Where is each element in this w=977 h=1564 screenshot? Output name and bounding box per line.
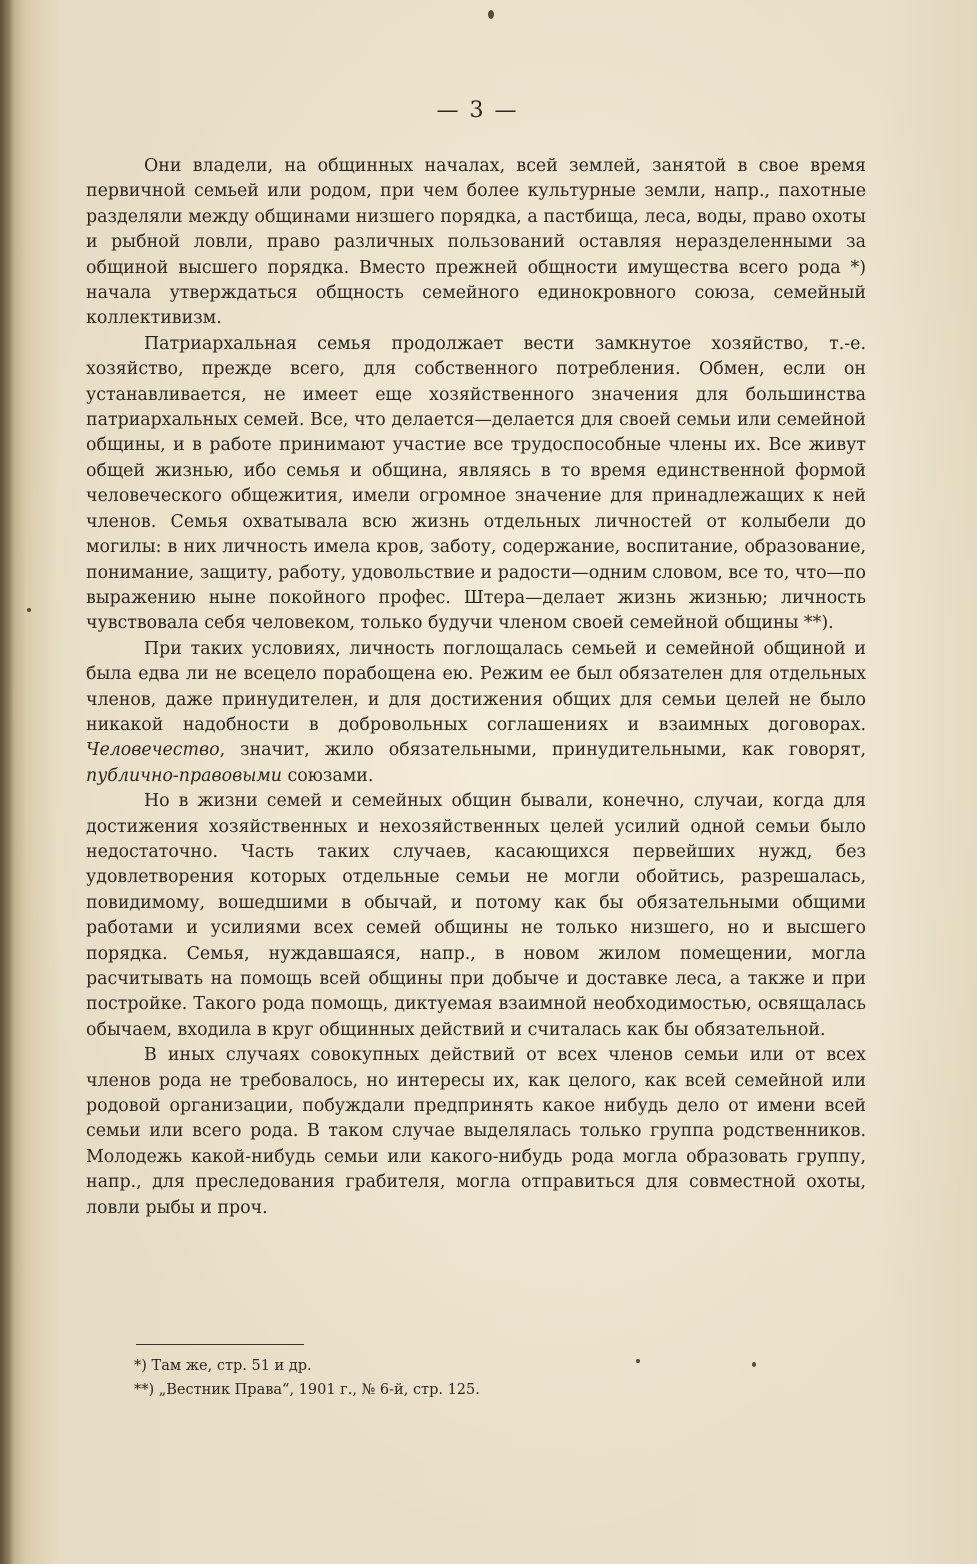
paragraph	[86, 789, 866, 1043]
paragraph	[86, 637, 866, 789]
paragraph	[86, 332, 866, 637]
emphasized-term: публично-правовыми	[86, 765, 282, 786]
footnote-separator	[136, 1344, 304, 1345]
emphasized-term: Человечество	[86, 740, 220, 761]
body-text	[86, 154, 866, 1221]
paper-speck	[27, 608, 31, 612]
paragraph-text: союзами.	[282, 765, 374, 786]
paragraph	[86, 1043, 866, 1221]
paragraph-text: При таких условиях, личность поглощалась семьей и семейной общиной и была едва ли не всецело порабощена ею. Режим ее был обязателен для отдельных членов, даже принудителен, и для достижения общих для семьи целей не было никакой надобности в добровольных соглашениях и взаимных договорах.	[86, 638, 866, 735]
book-spine-shadow	[0, 0, 14, 1564]
paragraph	[86, 154, 866, 332]
paragraph-text: В иных случаях совокупных действий от всех членов семьи или от всех членов рода не требовалось, но интересы их, как целого, как всей семейной или родовой организации, побуждали предпринять какое нибудь дело от имени всей семьи или всего рода. В таком случае выделялась только группа родственников. Молодежь какой-нибудь семьи или какого-нибудь рода могла образовать группу, напр., для преследования грабителя, могла отправиться для совместной охоты, ловли рыбы и проч.	[86, 1045, 866, 1218]
footnotes	[134, 1354, 754, 1402]
paper-speck	[488, 10, 494, 19]
paragraph-text: Патриархальная семья продолжает вести замкнутое хозяйство, т.-е. хозяйство, прежде всего, для собственного потребления. Обмен, если он устанавливается, не имеет еще хозяйственного значения для большинства патриархальных семей. Все, что делается—делается для своей семьи или семейной общины, и в работе принимают участие все трудоспособные члены их. Все живут общей жизнью, ибо семья и община, являясь в то время единственной формой человеческого общежития, имели огромное значение для принадлежащих к ней членов. Семья охватывала всю жизнь отдельных личностей от колыбели до могилы: в них личность имела кров, заботу, содержание, воспитание, образование, понимание, защиту, работу, удовольствие и радости—одним словом, все то, что—по выражению ныне покойного профес. Штера—делает жизнь жизнью; личность чувствовала себя человеком, только будучи членом своей семейной общины **).	[86, 333, 866, 634]
paragraph-text: Они владели, на общинных началах, всей землей, занятой в свое время первичной семьей или родом, при чем более культурные земли, напр., пахотные разделяли между общинами низшего порядка, а пастбища, леса, воды, право охоты и рыбной ловли, право различных пользований оставляя неразделенными за общиной высшего порядка. Вместо прежней общности имущества всего рода *) начала утверждаться общность семейного единокровного союза, семейный коллективизм.	[86, 156, 866, 329]
paper-speck	[636, 1359, 640, 1363]
page-number: — 3 —	[436, 98, 519, 123]
footnote: **) „Вестник Права“, 1901 г., № 6-й, стр. 125.	[134, 1382, 480, 1398]
paper-speck	[752, 1362, 756, 1367]
paragraph-text: Но в жизни семей и семейных общин бывали, конечно, случаи, когда для достижения хозяйственных и нехозяйственных целей усилий одной семьи было недостаточно. Часть таких случаев, касающихся первейших нужд, без удовлетворения которых отдельные семьи не могли обойтись, разрешалась, повидимому, вошедшими в обычай, и потому как бы обязательными общими работами и усилиями всех семей общины не только низшего, но и высшего порядка. Семья, нуждавшаяся, напр., в новом жилом помещении, могла расчитывать на помощь всей общины при добыче и доставке леса, а также и при постройке. Такого рода помощь, диктуемая взаимной необходимостью, освящалась обычаем, входила в круг общинных действий и считалась как бы обязательной.	[86, 791, 866, 1040]
paragraph-text: , значит, жило обязательными, принудительными, как говорят,	[219, 740, 866, 761]
footnote: *) Там же, стр. 51 и др.	[134, 1358, 312, 1374]
